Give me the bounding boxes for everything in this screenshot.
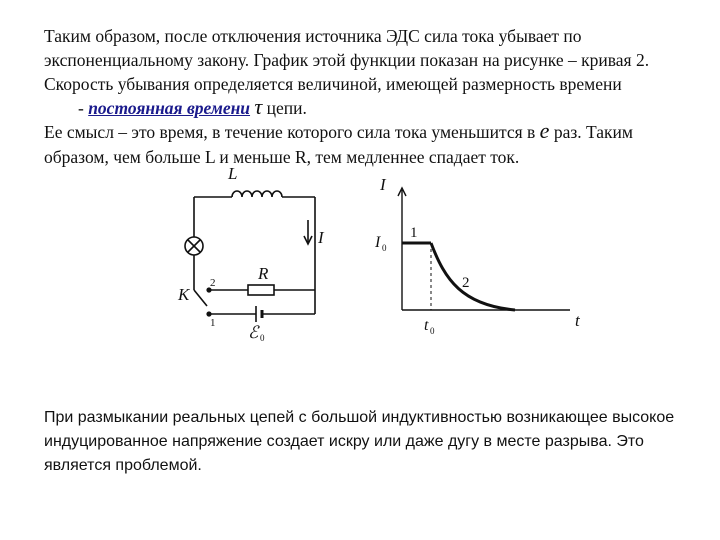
i0-label: I bbox=[375, 234, 381, 251]
resistor-icon bbox=[248, 285, 274, 295]
y-axis-label: I bbox=[380, 175, 386, 194]
switch-label: K bbox=[178, 285, 190, 304]
intro-suffix: цепи. bbox=[262, 98, 307, 118]
curve-2 bbox=[431, 243, 515, 310]
curve-2-label: 2 bbox=[462, 275, 470, 291]
time-constant-term: постоянная времени bbox=[88, 98, 251, 118]
i0-subscript: 0 bbox=[382, 243, 387, 253]
intro-dash: - bbox=[78, 98, 89, 118]
source-label: ℰ bbox=[248, 323, 259, 342]
intro-text: Таким образом, после отключения источника ЭДС сила тока убывает по экспоненциальному закону. График этой функции показан на рисунке – кривая 2. Скорость убывания определяется величиной, имеющей размерность времени bbox=[44, 26, 650, 94]
resistor-label: R bbox=[258, 264, 269, 283]
tau-symbol: τ bbox=[254, 94, 263, 119]
meaning-text-after: раз. Таким образом, чем больше L и меньше R, тем медленнее спадает ток. bbox=[44, 122, 633, 167]
meaning-text-before: Ее смысл – это время, в течение которого сила тока уменьшится в bbox=[44, 122, 540, 142]
contact-2-label: 2 bbox=[210, 277, 216, 289]
t0-label: t bbox=[424, 317, 429, 334]
contact-1-label: 1 bbox=[210, 317, 216, 329]
circuit-diagram bbox=[185, 191, 315, 322]
inductor-coil bbox=[232, 191, 282, 197]
curve-1-label: 1 bbox=[410, 225, 418, 241]
intro-term-line bbox=[44, 96, 684, 120]
current-decay-graph bbox=[398, 188, 570, 310]
conclusion-paragraph: При размыкании реальных цепей с большой индуктивностью возникающее высокое индуцированное напряжение создает искру или даже дугу в месте разрыва. Это является проблемой. bbox=[44, 409, 675, 474]
switch-blade bbox=[194, 290, 207, 306]
rl-circuit-figure bbox=[170, 160, 590, 350]
source-subscript: 0 bbox=[260, 333, 265, 343]
e-symbol: e bbox=[539, 118, 550, 143]
t0-subscript: 0 bbox=[430, 326, 435, 336]
x-axis-label: t bbox=[575, 311, 580, 330]
intro-paragraph bbox=[44, 24, 684, 120]
inductor-label: L bbox=[228, 164, 238, 183]
current-label: I bbox=[318, 228, 324, 247]
